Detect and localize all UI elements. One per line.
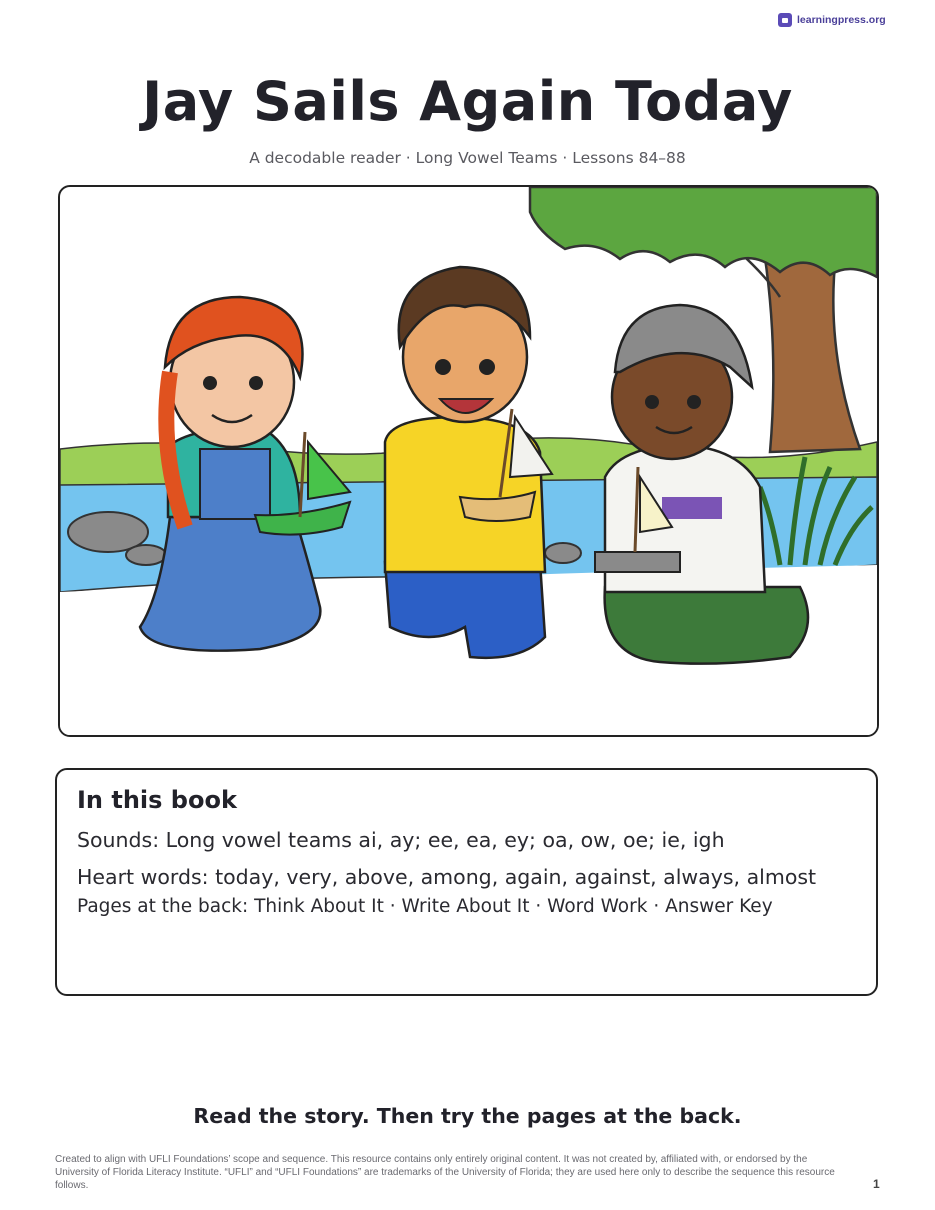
info-heading: In this book [77,786,237,814]
girl-figure [140,297,350,651]
illustration-icon [60,187,877,735]
cover-illustration [58,185,879,737]
sounds-line: Sounds: Long vowel teams ai, ay; ee, ea, ey; oa, ow, oe; ie, igh [77,828,725,852]
page-title: Jay Sails Again Today [142,70,793,133]
book-icon [778,13,792,27]
call-to-action: Read the story. Then try the pages at the back. [193,1104,742,1128]
heart-words-line: Heart words: today, very, above, among, again, against, always, almost [77,865,817,889]
boy-figure-yellow [385,267,552,658]
footer-disclaimer: Created to align with UFLI Foundations’ scope and sequence. This resource contains only entirely original content. It was not created by, affiliated with, or endorsed by the University of Florida Literacy Institute. “UFLI” and “UFLI Foundations” are trademarks of the University of Florida; they are used here only to describe the sequence this resource follows. [55,1154,835,1191]
book-info-box [55,768,878,996]
tree-canopy [530,187,877,277]
brand-label: learningpress.org [797,14,886,26]
rock [126,545,166,565]
back-pages-line: Pages at the back: Think About It · Write About It · Word Work · Answer Key [77,896,773,917]
rock [545,543,581,563]
brand-link[interactable] [778,13,886,27]
page-subtitle: A decodable reader · Long Vowel Teams · Lessons 84–88 [249,149,686,167]
page-number: 1 [873,1177,880,1191]
